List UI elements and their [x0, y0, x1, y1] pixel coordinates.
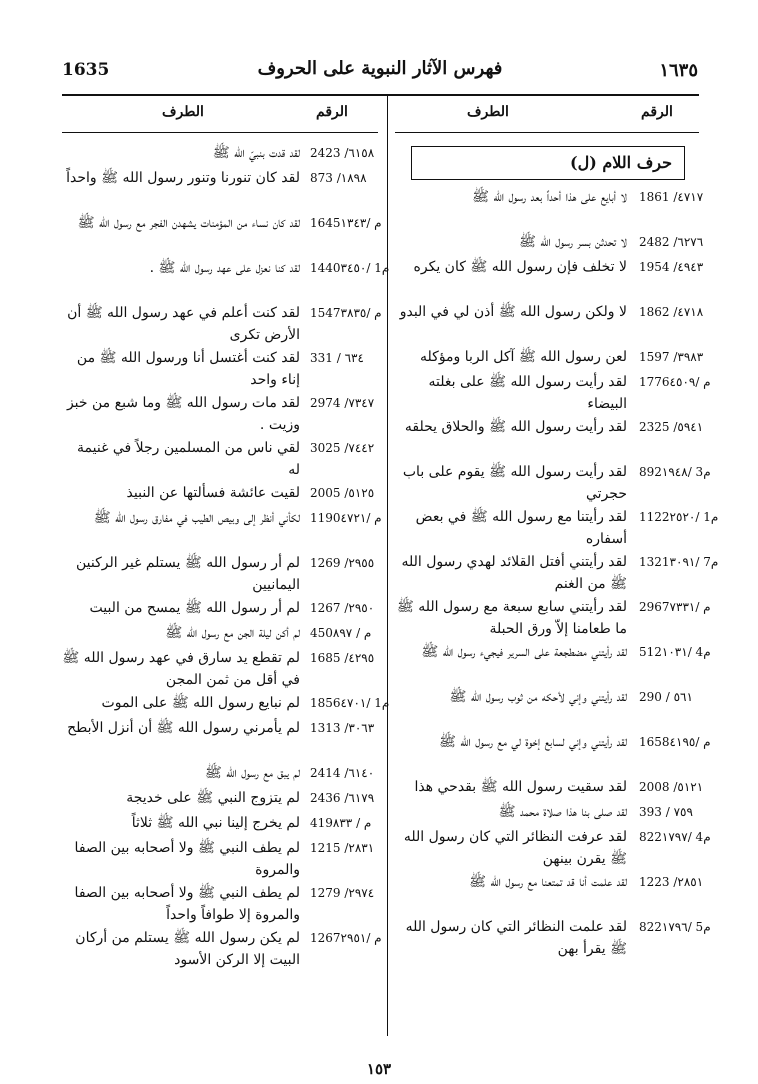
entry-text: لم يخرج إلينا نبي الله ﷺ ثلاثاً [131, 815, 300, 831]
entry-ref: 2325 /٥٩٤١ [639, 420, 704, 434]
folio-number: ١٥٣ [366, 1060, 392, 1078]
entry-ref: 419م / ٨٣٣ [310, 816, 372, 830]
right-entries [395, 186, 719, 961]
entry-ref: 1862 /٤٧١٨ [639, 305, 704, 319]
index-entry [395, 916, 711, 961]
entry-text: لقيت عائشة فسألتها عن النبيذ [126, 485, 300, 501]
entry-ref: 1856م1 /٤٧٠١ [310, 696, 390, 710]
entry-text: لم أر رسول الله ﷺ يستلم غير الركنين اليمانيين [76, 555, 300, 593]
left-column-header [62, 96, 378, 133]
index-entry [395, 346, 704, 371]
entry-text: لم يكن رسول الله ﷺ يستلم من أركان البيت إلا الركن الأسود [75, 930, 300, 968]
entry-text: لا تخلف فإن رسول الله ﷺ كان يكره [413, 259, 627, 275]
entry-ref: 1658م /٤١٩٥ [639, 735, 711, 749]
index-entry [395, 551, 719, 596]
index-entry [62, 507, 382, 552]
entry-ref: 1215 /٢٨٣١ [310, 841, 375, 855]
entry-text: لقد رأيتنا مع رسول الله ﷺ في بعض أسفاره [415, 509, 627, 547]
index-entry [62, 597, 378, 622]
index-entry [62, 812, 378, 837]
index-entry [395, 301, 704, 346]
index-entry [395, 416, 704, 461]
entry-text: لم أر رسول الله ﷺ يمسح من البيت [89, 600, 300, 616]
page-title: فهرس الآثار النبوية على الحروف [257, 58, 503, 79]
index-entry [395, 256, 704, 301]
entry-text: لم يطف النبي ﷺ ولا أصحابه بين الصفا والمروة [74, 840, 300, 878]
index-entry [62, 622, 378, 647]
entry-text: لا أبايع على هذا أحداً بعد رسول الله ﷺ [472, 189, 627, 205]
index-entry [62, 347, 378, 392]
entry-ref: 1776م /٤٥٠٩ [639, 375, 711, 389]
entry-ref: 1279 /٢٩٧٤ [310, 886, 375, 900]
entry-ref: 2423 /٦١٥٨ [310, 146, 375, 160]
entry-ref: 1685 /٤٢٩٥ [310, 651, 375, 665]
entry-text: لقد كنت أعلم في عهد رسول الله ﷺ أن الأرض تكرى [67, 305, 300, 343]
index-entry [62, 212, 382, 257]
entry-text: لقد قدت بنبيّ الله ﷺ [212, 145, 300, 161]
ref-heading: الرقم [316, 104, 348, 120]
entry-text: لقد رأيتني وإني لسابع إخوة لي مع رسول الله ﷺ [438, 734, 627, 750]
entry-ref: 331 / ٦٣٤ [310, 351, 364, 365]
entry-ref: 1440م1 /٣٤٥٠ [310, 261, 390, 275]
entry-text: لقد رأيت رسول الله ﷺ على بغلته البيضاء [428, 374, 627, 412]
entry-text: لكأني أنظر إلى وبيص الطيب في مفارق رسول الله ﷺ [93, 510, 300, 526]
right-column [395, 96, 719, 957]
entry-ref: 2005 /٥١٢٥ [310, 486, 375, 500]
left-entries [62, 142, 390, 972]
entry-ref: 892م3 /١٩٤٨ [639, 465, 711, 479]
entry-text: لقد علمت أنا قد تمتعنا مع رسول الله ﷺ [469, 874, 627, 890]
entry-ref: 1190م /٤٧٢١ [310, 511, 382, 525]
section-title-box [411, 146, 685, 180]
section-title: حرف اللام (ل) [570, 153, 672, 172]
entry-text: لم يأمرني رسول الله ﷺ أن أنزل الأبطح [67, 720, 300, 736]
index-entry [395, 596, 711, 641]
index-entry [62, 257, 390, 302]
entry-ref: 2414 /٦١٤٠ [310, 766, 375, 780]
page-number-arabic: ١٦٣٥ [659, 60, 698, 81]
entry-ref: 1313 /٣٠٦٣ [310, 721, 375, 735]
page-header [62, 56, 698, 86]
entry-ref: 1645م /١٣٤٣ [310, 216, 382, 230]
entry-text: لم يبق مع رسول الله ﷺ [204, 765, 300, 781]
entry-ref: 1861 /٤٧١٧ [639, 190, 704, 204]
column-divider [387, 96, 388, 1036]
entry-text: لقد سقيت رسول الله ﷺ بقدحي هذا [414, 779, 627, 795]
index-entry [62, 717, 378, 762]
entry-text: لقد علمت النظائر التي كان رسول الله ﷺ يقرأ بهن [405, 919, 627, 957]
entry-ref: 1321م7 /٣٠٩١ [639, 555, 719, 569]
entry-ref: 822م5 /١٧٩٦ [639, 920, 711, 934]
entry-text: لقد رأيتني سابع سبعة مع رسول الله ﷺ ما طعامنا إلاّ ورق الحبلة [396, 599, 627, 637]
entry-ref: 2008 /٥١٢١ [639, 780, 704, 794]
index-entry [395, 231, 704, 256]
page-number-latin: 1635 [62, 60, 110, 80]
index-entry [395, 731, 711, 776]
entry-text: لعن رسول الله ﷺ آكل الربا ومؤكله [420, 349, 627, 365]
index-entry [62, 927, 382, 972]
index-entry [62, 552, 378, 597]
ref-heading: الرقم [641, 104, 673, 120]
index-entry [395, 641, 711, 686]
entry-text: لا ولكن رسول الله ﷺ أذن لي في البدو [399, 304, 627, 320]
entry-ref: 1267م /٢٩٥١ [310, 931, 382, 945]
index-entry [62, 787, 378, 812]
entry-text: لقد رأيتني أفتل القلائد لهدي رسول الله ﷺ من الغنم [401, 554, 627, 592]
entry-ref: 512م4 /١٠٣١ [639, 645, 711, 659]
entry-text: لم يتزوج النبي ﷺ على خديجة [126, 790, 300, 806]
entry-ref: 1547م /٣٨٣٥ [310, 306, 382, 320]
entry-text: لقد عرفت النظائر التي كان رسول الله ﷺ يقرن بينهن [403, 829, 627, 867]
entry-ref: 873 /١٨٩٨ [310, 171, 367, 185]
index-entry [62, 437, 378, 482]
entry-ref: 290 / ٥٦١ [639, 690, 693, 704]
index-entry [62, 142, 378, 167]
entry-ref: 822م4 /١٧٩٧ [639, 830, 711, 844]
entry-ref: 2436 /٦١٧٩ [310, 791, 375, 805]
index-entry [62, 882, 378, 927]
entry-ref: 2974 /٧٣٤٧ [310, 396, 375, 410]
index-entry [395, 461, 711, 506]
entry-text: لقد كان نساء من المؤمنات يشهدن الفجر مع رسول الله ﷺ [77, 215, 300, 231]
index-entry [62, 167, 378, 212]
index-entry [62, 837, 378, 882]
entry-ref: 1223 /٢٨٥١ [639, 875, 704, 889]
entry-text: لقد رأيتني وإني لأحكه من ثوب رسول الله ﷺ [449, 689, 627, 705]
entry-text: لقد مات رسول الله ﷺ وما شبع من خبز وزيت . [66, 395, 300, 433]
text-heading: الطرف [467, 104, 509, 120]
entry-text: لم يطف النبي ﷺ ولا أصحابه بين الصفا والمروة إلا طوافاً واحداً [74, 885, 300, 923]
entry-ref: 1267 /٢٩٥٠ [310, 601, 375, 615]
entry-text: لم تقطع يد سارق في عهد رسول الله ﷺ في أقل من ثمن المجن [62, 650, 300, 688]
entry-ref: 393 / ٧٥٩ [639, 805, 693, 819]
index-entry [62, 692, 390, 717]
entry-text: لقد كان تنورنا وتنور رسول الله ﷺ واحداً [66, 170, 300, 186]
right-column-header [395, 96, 699, 133]
index-entry [395, 826, 711, 871]
entry-ref: 1122م1 /٢٥٢٠ [639, 510, 719, 524]
entry-text: لا تحدثن بسر رسول الله ﷺ [519, 234, 627, 250]
entry-ref: 1597 /٣٩٨٣ [639, 350, 704, 364]
index-entry [62, 392, 378, 437]
left-column [62, 96, 390, 968]
index-entry [62, 762, 378, 787]
entry-text: لم نبايع رسول الله ﷺ على الموت [101, 695, 300, 711]
entry-text: لقي ناس من المسلمين رجلاً في غنيمة له [77, 440, 300, 478]
entry-ref: 450م / ٨٩٧ [310, 626, 372, 640]
entry-text: لقد كنا نعزل على عهد رسول الله ﷺ . [149, 260, 300, 276]
index-entry [395, 686, 699, 731]
index-entry [395, 371, 711, 416]
entry-ref: 2967م /٧٣٣١ [639, 600, 711, 614]
index-entry [395, 801, 699, 826]
index-entry [395, 506, 719, 551]
entry-ref: 1269 /٢٩٥٥ [310, 556, 375, 570]
index-entry [62, 482, 378, 507]
index-entry [62, 647, 378, 692]
entry-text: لقد رأيتني مضطجعة على السرير فيجيء رسول الله ﷺ [421, 644, 627, 660]
entry-text: لقد رأيت رسول الله ﷺ يقوم على باب حجرتي [402, 464, 627, 502]
text-heading: الطرف [162, 104, 204, 120]
index-entry [62, 302, 382, 347]
index-entry [395, 871, 704, 916]
entry-ref: 1954 /٤٩٤٣ [639, 260, 704, 274]
entry-text: لقد كنت أغتسل أنا ورسول الله ﷺ من إناء واحد [76, 350, 300, 388]
entry-ref: 3025 /٧٤٤٢ [310, 441, 375, 455]
index-entry [395, 186, 704, 231]
entry-text: لم أكن ليلة الجن مع رسول الله ﷺ [165, 625, 300, 641]
entry-text: لقد صلى بنا هذا صلاة محمد ﷺ [498, 804, 627, 820]
entry-text: لقد رأيت رسول الله ﷺ والحلاق يحلقه [404, 419, 627, 435]
entry-ref: 2482 /٦٢٧٦ [639, 235, 704, 249]
index-entry [395, 776, 704, 801]
